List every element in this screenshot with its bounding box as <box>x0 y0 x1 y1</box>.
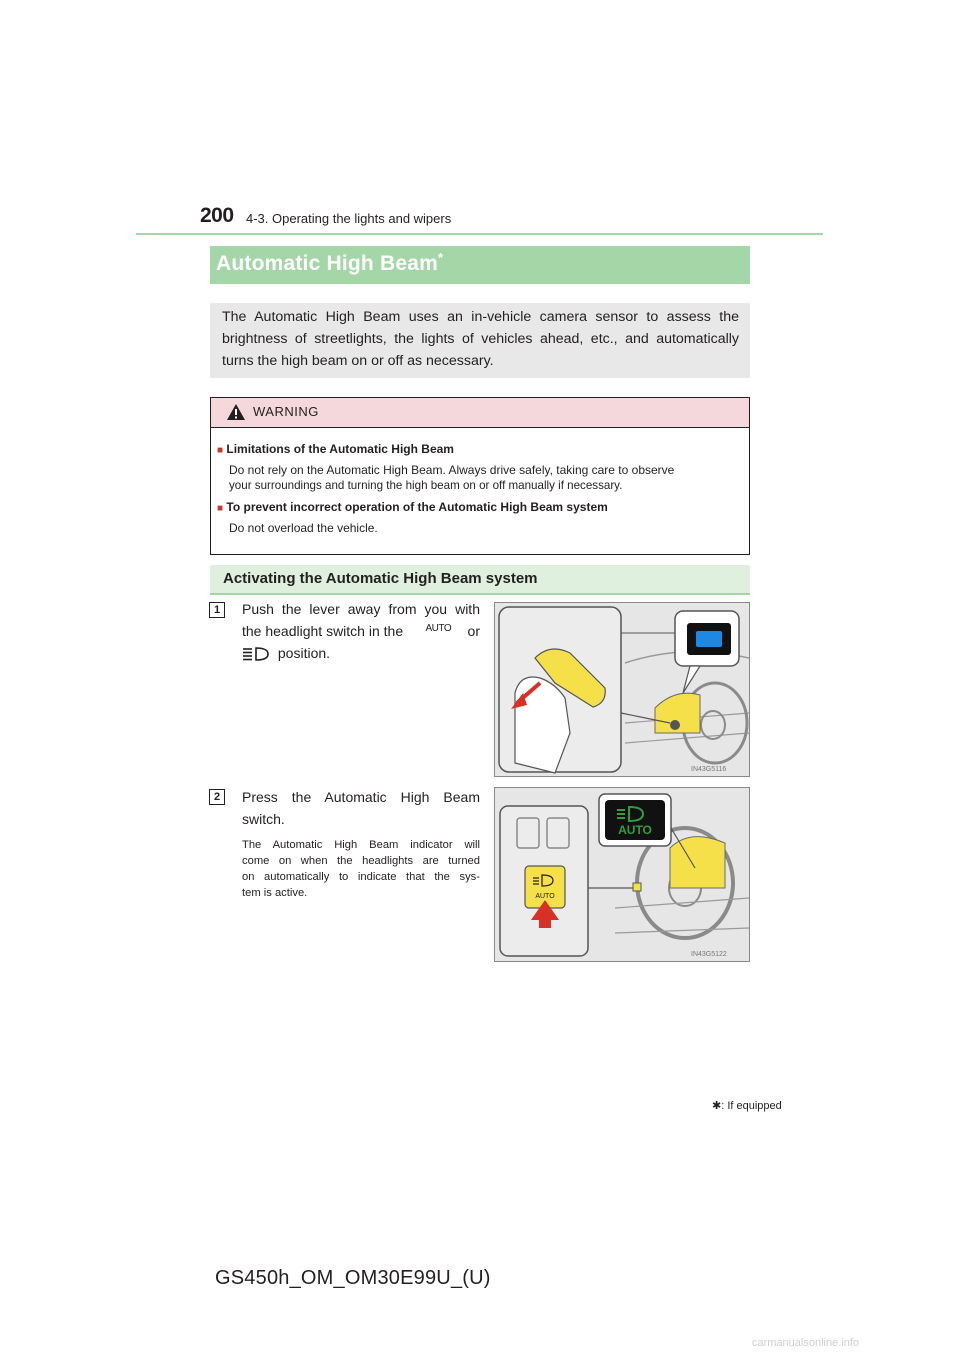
step-number: 1 <box>209 602 225 618</box>
image-code: IN43G5116 <box>691 766 727 773</box>
header-divider <box>136 233 823 235</box>
page-number: 200 <box>200 204 234 227</box>
svg-text:AUTO: AUTO <box>618 823 652 837</box>
page-title <box>216 252 443 276</box>
intro-text: The Automatic High Beam uses an in-vehicle camera sensor to assess the brightness of streetlights, the lights of vehicles ahead, etc., and automatically turns the high beam on or off as necessary. <box>222 309 739 369</box>
step-text-fragment: the headlight switch in the <box>242 623 404 639</box>
step-note-line: The Automatic High Beam indicator will <box>242 839 480 851</box>
page-title-text: Automatic High Beam <box>216 252 438 275</box>
auto-glyph-icon: AUTO <box>425 623 452 634</box>
switch-illustration <box>494 787 750 962</box>
footnote-text: : If equipped <box>721 1100 782 1112</box>
high-beam-icon <box>242 646 270 662</box>
warning-item-body: Do not rely on the Automatic High Beam. Always drive safely, taking care to observe <box>229 463 675 477</box>
step-text-fragment: or <box>467 623 480 639</box>
warning-item-heading <box>217 442 454 456</box>
step-note-line: on automatically to indicate that the sys- <box>242 871 480 883</box>
warning-heading-text: To prevent incorrect operation of the Automatic High Beam system <box>226 500 608 514</box>
warning-heading-text: Limitations of the Automatic High Beam <box>226 442 454 456</box>
step-text <box>242 620 480 642</box>
footnote <box>712 1099 782 1112</box>
warning-item-heading <box>217 500 608 514</box>
step-note-line: tem is active. <box>242 887 308 899</box>
svg-text:AUTO: AUTO <box>535 893 555 900</box>
warning-item-body: your surroundings and turning the high beam on or off manually if necessary. <box>229 479 623 492</box>
warning-label: WARNING <box>253 404 319 419</box>
section-title: 4-3. Operating the lights and wipers <box>246 211 452 226</box>
step-text: Press the Automatic High Beam <box>242 789 480 805</box>
subheading: Activating the Automatic High Beam system <box>223 570 538 587</box>
title-asterisk: * <box>438 250 444 265</box>
lever-illustration <box>494 602 750 777</box>
document-code: GS450h_OM_OM30E99U_(U) <box>215 1267 491 1289</box>
warning-item-body: Do not overload the vehicle. <box>229 521 378 535</box>
asterisk-icon: ✱ <box>712 1100 722 1112</box>
square-bullet-icon: ■ <box>217 445 224 456</box>
step-text <box>242 642 330 664</box>
watermark: carmanualsonline.info <box>752 1337 860 1349</box>
auto-switch-illustration <box>495 788 749 961</box>
step-number: 2 <box>209 789 225 805</box>
square-bullet-icon: ■ <box>217 503 224 514</box>
lever-push-illustration <box>495 603 749 776</box>
step-text-fragment: position. <box>277 645 331 661</box>
step-note-line: come on when the headlights are turned <box>242 855 480 867</box>
step-text: switch. <box>242 811 285 827</box>
warning-triangle-icon <box>226 403 246 421</box>
step-text: Push the lever away from you with <box>242 601 480 617</box>
step-note <box>242 837 480 901</box>
image-code: IN43G5122 <box>691 951 727 958</box>
